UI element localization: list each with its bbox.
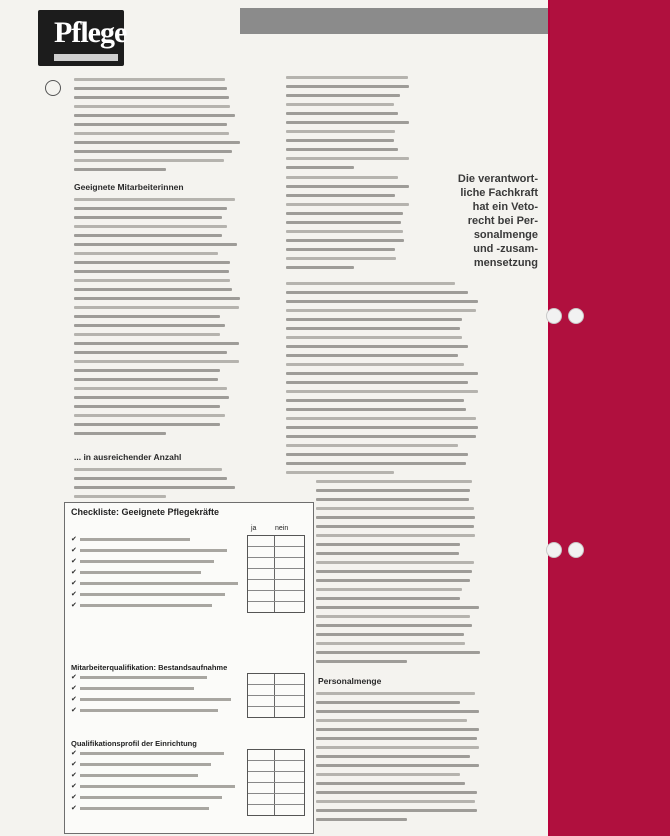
answer-row[interactable]	[248, 536, 304, 547]
text-line	[74, 486, 235, 489]
checkmark-icon: ✔	[71, 761, 77, 768]
answer-row[interactable]	[248, 783, 304, 794]
text-line	[74, 342, 239, 345]
text-line	[286, 300, 478, 303]
answer-row[interactable]	[248, 772, 304, 783]
pull-quote-line: mensetzung	[473, 257, 538, 269]
checklist-item	[71, 601, 243, 610]
checkmark-icon: ✔	[71, 674, 77, 681]
logo-subline	[54, 54, 118, 61]
checklist-ja-header: ja	[251, 525, 257, 532]
text-line	[286, 309, 476, 312]
checkmark-icon: ✔	[71, 685, 77, 692]
text-line	[286, 121, 409, 124]
checklist-item	[71, 673, 243, 682]
checkmark-icon: ✔	[71, 558, 77, 565]
checklist-title: Checkliste: Geeignete Pflegekräfte	[71, 507, 220, 517]
text-line	[286, 185, 409, 188]
answer-grid	[247, 535, 305, 613]
sidebar-pull-quote	[420, 172, 538, 270]
checkmark-icon: ✔	[71, 783, 77, 790]
checklist-item-text	[80, 807, 209, 810]
checklist-item-text	[80, 752, 224, 755]
checkmark-icon: ✔	[71, 696, 77, 703]
text-line	[74, 105, 230, 108]
text-line	[316, 755, 470, 758]
checklist-item	[71, 771, 243, 780]
text-line	[316, 588, 462, 591]
text-line	[316, 534, 475, 537]
header-band	[240, 8, 548, 34]
text-line	[74, 216, 222, 219]
text-line	[74, 78, 225, 81]
text-line	[286, 282, 455, 285]
text-line	[74, 198, 235, 201]
text-line	[286, 194, 395, 197]
text-line	[316, 552, 459, 555]
text-line	[286, 94, 400, 97]
answer-row[interactable]	[248, 547, 304, 558]
text-line	[316, 516, 475, 519]
text-line	[316, 710, 479, 713]
text-line	[74, 495, 166, 498]
checkmark-icon: ✔	[71, 536, 77, 543]
checklist-item	[71, 557, 243, 566]
logo-wordmark: Pflege	[54, 16, 127, 49]
checkmark-icon: ✔	[71, 772, 77, 779]
checklist-item-text	[80, 676, 207, 679]
answer-grid	[247, 673, 305, 718]
text-line	[316, 615, 470, 618]
text-line	[286, 76, 408, 79]
pull-quote-line: recht bei Per-	[467, 215, 538, 227]
checkmark-icon: ✔	[71, 569, 77, 576]
text-line	[316, 480, 472, 483]
text-line	[74, 114, 235, 117]
text-line	[286, 166, 354, 169]
subhead-personnel-amount: Personalmenge	[318, 676, 382, 686]
text-line	[286, 354, 458, 357]
text-line	[74, 159, 224, 162]
text-column-right-mid	[286, 282, 482, 480]
answer-row[interactable]	[248, 558, 304, 569]
checklist-item-text	[80, 604, 212, 607]
text-line	[316, 489, 470, 492]
text-line	[316, 660, 407, 663]
checkmark-icon: ✔	[71, 750, 77, 757]
text-line	[74, 123, 227, 126]
text-line	[74, 168, 166, 171]
checklist-item-text	[80, 538, 190, 541]
text-line	[286, 471, 394, 474]
checklist-item	[71, 546, 243, 555]
text-line	[286, 408, 466, 411]
text-line	[74, 141, 240, 144]
checklist-box	[64, 502, 314, 834]
checklist-item	[71, 684, 243, 693]
text-line	[316, 624, 472, 627]
text-line	[286, 381, 468, 384]
text-line	[74, 315, 220, 318]
text-line	[316, 791, 477, 794]
text-line	[286, 130, 395, 133]
text-line	[316, 606, 479, 609]
checkmark-icon: ✔	[71, 794, 77, 801]
text-line	[316, 737, 477, 740]
answer-row[interactable]	[248, 602, 304, 612]
checklist-group-heading: Qualifikationsprofil der Einrichtung	[71, 739, 197, 748]
checklist-item	[71, 579, 243, 588]
checkmark-icon: ✔	[71, 591, 77, 598]
pull-quote-line: liche Fachkraft	[460, 187, 538, 199]
text-line	[286, 157, 409, 160]
magazine-logo	[38, 10, 127, 66]
checklist-item-text	[80, 763, 211, 766]
text-line	[316, 800, 475, 803]
answer-row[interactable]	[248, 674, 304, 685]
answer-row[interactable]	[248, 696, 304, 707]
text-line	[74, 360, 239, 363]
text-line	[286, 363, 464, 366]
text-line	[286, 417, 476, 420]
answer-row[interactable]	[248, 761, 304, 772]
text-line	[74, 207, 227, 210]
checklist-item	[71, 782, 243, 791]
text-line	[74, 378, 218, 381]
text-line	[316, 746, 479, 749]
text-line	[74, 288, 232, 291]
checklist-nein-header: nein	[275, 525, 289, 532]
text-line	[286, 266, 354, 269]
text-line	[316, 642, 465, 645]
text-line	[316, 498, 469, 501]
text-line	[74, 252, 218, 255]
text-line	[286, 327, 460, 330]
checkmark-icon: ✔	[71, 707, 77, 714]
answer-row[interactable]	[248, 580, 304, 591]
checkmark-icon: ✔	[71, 547, 77, 554]
text-line	[316, 579, 470, 582]
text-line	[74, 279, 230, 282]
checklist-item-text	[80, 774, 198, 777]
text-column-right-top	[286, 76, 410, 175]
text-line	[74, 477, 227, 480]
text-column-right-lower	[316, 480, 482, 669]
checkmark-icon: ✔	[71, 580, 77, 587]
punch-hole	[546, 308, 562, 324]
text-line	[286, 345, 468, 348]
text-line	[286, 372, 478, 375]
text-line	[74, 468, 222, 471]
answer-row[interactable]	[248, 707, 304, 717]
text-line	[316, 651, 480, 654]
text-line	[286, 239, 404, 242]
text-line	[286, 399, 464, 402]
text-line	[286, 462, 466, 465]
text-line	[286, 212, 403, 215]
subhead-qualified-staff: Geeignete Mitarbeiterinnen	[74, 182, 184, 192]
checklist-item-text	[80, 785, 235, 788]
text-column-right-upper	[286, 176, 410, 275]
checklist-item	[71, 590, 243, 599]
text-line	[74, 423, 220, 426]
text-line	[316, 507, 474, 510]
text-line	[286, 435, 476, 438]
text-line	[316, 701, 460, 704]
text-line	[286, 336, 462, 339]
checkmark-icon: ✔	[71, 805, 77, 812]
pull-quote-line: Die verantwort-	[457, 173, 538, 185]
text-line	[286, 318, 462, 321]
checklist-item	[71, 535, 243, 544]
checklist-item	[71, 804, 243, 813]
text-line	[286, 203, 409, 206]
red-page-edge	[550, 0, 670, 836]
checklist-item	[71, 695, 243, 704]
pull-quote-line: hat ein Veto-	[472, 201, 538, 213]
pull-quote-line: und -zusam-	[473, 243, 538, 255]
text-line	[316, 561, 474, 564]
checklist-item-text	[80, 687, 194, 690]
page-number	[45, 80, 61, 96]
text-line	[74, 87, 227, 90]
checklist-item-text	[80, 698, 231, 701]
text-line	[316, 719, 467, 722]
text-line	[286, 230, 403, 233]
text-line	[316, 818, 407, 821]
text-line	[286, 221, 401, 224]
text-line	[74, 132, 229, 135]
answer-row[interactable]	[248, 685, 304, 696]
text-line	[74, 96, 229, 99]
checklist-item-text	[80, 560, 214, 563]
text-line	[316, 570, 472, 573]
text-line	[74, 324, 225, 327]
text-line	[286, 291, 468, 294]
text-line	[316, 633, 464, 636]
text-line	[286, 85, 409, 88]
punch-hole	[568, 542, 584, 558]
text-line	[74, 306, 239, 309]
text-line	[286, 453, 468, 456]
text-line	[74, 396, 229, 399]
subhead-sufficient-number: ... in ausreichender Anzahl	[74, 452, 182, 462]
checklist-item	[71, 793, 243, 802]
checklist-item-text	[80, 593, 225, 596]
text-line	[286, 390, 478, 393]
checklist-item	[71, 706, 243, 715]
text-line	[74, 150, 232, 153]
answer-row[interactable]	[248, 805, 304, 815]
text-column-left-top	[74, 78, 242, 177]
text-line	[74, 387, 227, 390]
text-line	[316, 597, 460, 600]
text-line	[74, 261, 230, 264]
checkmark-icon: ✔	[71, 602, 77, 609]
checklist-item-text	[80, 796, 222, 799]
answer-row[interactable]	[248, 794, 304, 805]
text-line	[74, 297, 240, 300]
text-line	[286, 444, 458, 447]
text-column-left-mid	[74, 198, 242, 441]
text-line	[316, 764, 479, 767]
text-line	[74, 270, 229, 273]
text-line	[316, 543, 460, 546]
text-line	[74, 414, 225, 417]
text-line	[316, 728, 479, 731]
checklist-item	[71, 749, 243, 758]
pull-quote-line: sonalmenge	[473, 229, 538, 241]
text-column-left-bottom	[74, 468, 242, 504]
text-line	[316, 773, 460, 776]
checklist-item-text	[80, 709, 218, 712]
text-column-right-bottom	[316, 692, 482, 827]
text-line	[286, 139, 394, 142]
answer-row[interactable]	[248, 750, 304, 761]
text-line	[286, 257, 396, 260]
checklist-group-heading: Mitarbeiterqualifikation: Bestandsaufnahme	[71, 663, 228, 672]
text-line	[74, 351, 227, 354]
text-line	[74, 243, 237, 246]
text-line	[286, 248, 395, 251]
text-line	[74, 234, 222, 237]
answer-grid	[247, 749, 305, 816]
text-line	[286, 176, 398, 179]
text-line	[316, 782, 465, 785]
text-line	[286, 426, 478, 429]
text-line	[74, 333, 220, 336]
text-line	[74, 405, 220, 408]
checklist-item	[71, 760, 243, 769]
text-line	[286, 103, 394, 106]
text-line	[286, 112, 398, 115]
checklist-item-text	[80, 571, 201, 574]
checklist-item-text	[80, 582, 238, 585]
text-line	[74, 225, 227, 228]
text-line	[316, 525, 474, 528]
punch-hole	[546, 542, 562, 558]
checklist-item	[71, 568, 243, 577]
text-line	[316, 809, 477, 812]
answer-row[interactable]	[248, 591, 304, 602]
checklist-item-text	[80, 549, 227, 552]
answer-row[interactable]	[248, 569, 304, 580]
text-line	[74, 432, 166, 435]
text-line	[286, 148, 398, 151]
text-line	[316, 692, 475, 695]
text-line	[74, 369, 220, 372]
punch-hole	[568, 308, 584, 324]
